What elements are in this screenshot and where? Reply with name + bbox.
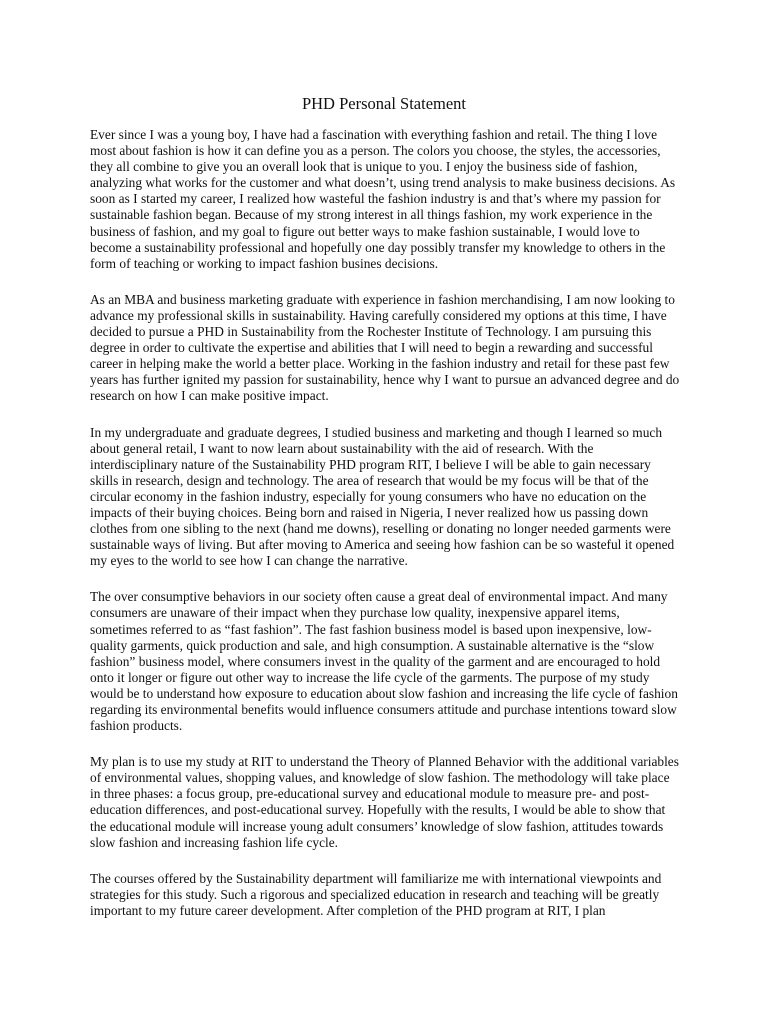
paragraph-6: The courses offered by the Sustainability department will familiarize me with international viewpoints and strategies for this study. Such a rigorous and specialized education in research and teaching will be greatly important to my future career development. After completion of the PHD program at RIT, I plan xyxy=(90,870,662,918)
paragraph-4: The over consumptive behaviors in our society often cause a great deal of environmental impact. And many consumers are unaware of their impact when they purchase low quality, inexpensive apparel items, sometimes referred to as “fast fashion”. The fast fashion business model is based upon inexpensive, low-quality garments, quick production and sale, and high consumption. A sustainable alternative is the “slow fashion” business model, where consumers invest in the quality of the garment and are encouraged to hold onto it longer or figure out other way to increase the life cycle of the garments. The purpose of my study would be to understand how exposure to education about slow fashion and increasing the life cycle of fashion regarding its environmental benefits would influence consumers attitude and purchase intentions toward slow fashion products. xyxy=(90,589,678,734)
document-body xyxy=(90,127,680,939)
paragraph-3: In my undergraduate and graduate degrees, I studied business and marketing and though I learned so much about general retail, I want to now learn about sustainability with the aid of research. With the interdisciplinary nature of the Sustainability PHD program RIT, I believe I will be able to gain necessary skills in research, design and technology. The area of research that would be my focus will be that of the circular economy in the fashion industry, especially for young consumers who have no education on the impacts of their buying choices. Being born and raised in Nigeria, I never realized how us passing down clothes from one sibling to the next (hand me downs), reselling or donating no longer needed garments were sustainable ways of living. But after moving to America and seeing how fashion can be so wasteful it opened my eyes to the world to see how I can change the narrative. xyxy=(90,424,675,569)
paragraph-5: My plan is to use my study at RIT to understand the Theory of Planned Behavior with the additional variables of environmental values, shopping values, and knowledge of slow fashion. The methodology will take place in three phases: a focus group, pre-educational survey and educational module to measure pre- and post-education differences, and post-educational survey. Hopefully with the results, I would be able to show that the educational module will increase young adult consumers’ knowledge of slow fashion, attitudes towards slow fashion and increasing fashion life cycle. xyxy=(90,754,679,850)
paragraph-1: Ever since I was a young boy, I have had a fascination with everything fashion and retail. The thing I love most about fashion is how it can define you as a person. The colors you choose, the styles, the accessories, they all combine to give you an overall look that is unique to you. I enjoy the business side of fashion, analyzing what works for the customer and what doesn’t, using trend analysis to make business decisions. As soon as I started my career, I realized how wasteful the fashion industry is and that’s where my passion for sustainable fashion began. Because of my strong interest in all things fashion, my work experience in the business of fashion, and my goal to figure out better ways to make fashion sustainable, I would love to become a sustainability professional and hopefully one day possibly transfer my knowledge to others in the form of teaching or working to impact fashion busines decisions. xyxy=(90,127,676,271)
document-title: PHD Personal Statement xyxy=(301,94,467,113)
paragraph-2: As an MBA and business marketing graduate with experience in fashion merchandising, I am now looking to advance my professional skills in sustainability. Having carefully considered my options at this time, I have decided to pursue a PHD in Sustainability from the Rochester Institute of Technology. I am pursuing this degree in order to cultivate the expertise and abilities that I will need to begin a rewarding and successful career in helping make the world a better place. Working in the fashion industry and retail for these past few years has further ignited my passion for sustainability, hence why I want to pursue an advanced degree and do research on how I can make positive impact. xyxy=(90,291,680,404)
